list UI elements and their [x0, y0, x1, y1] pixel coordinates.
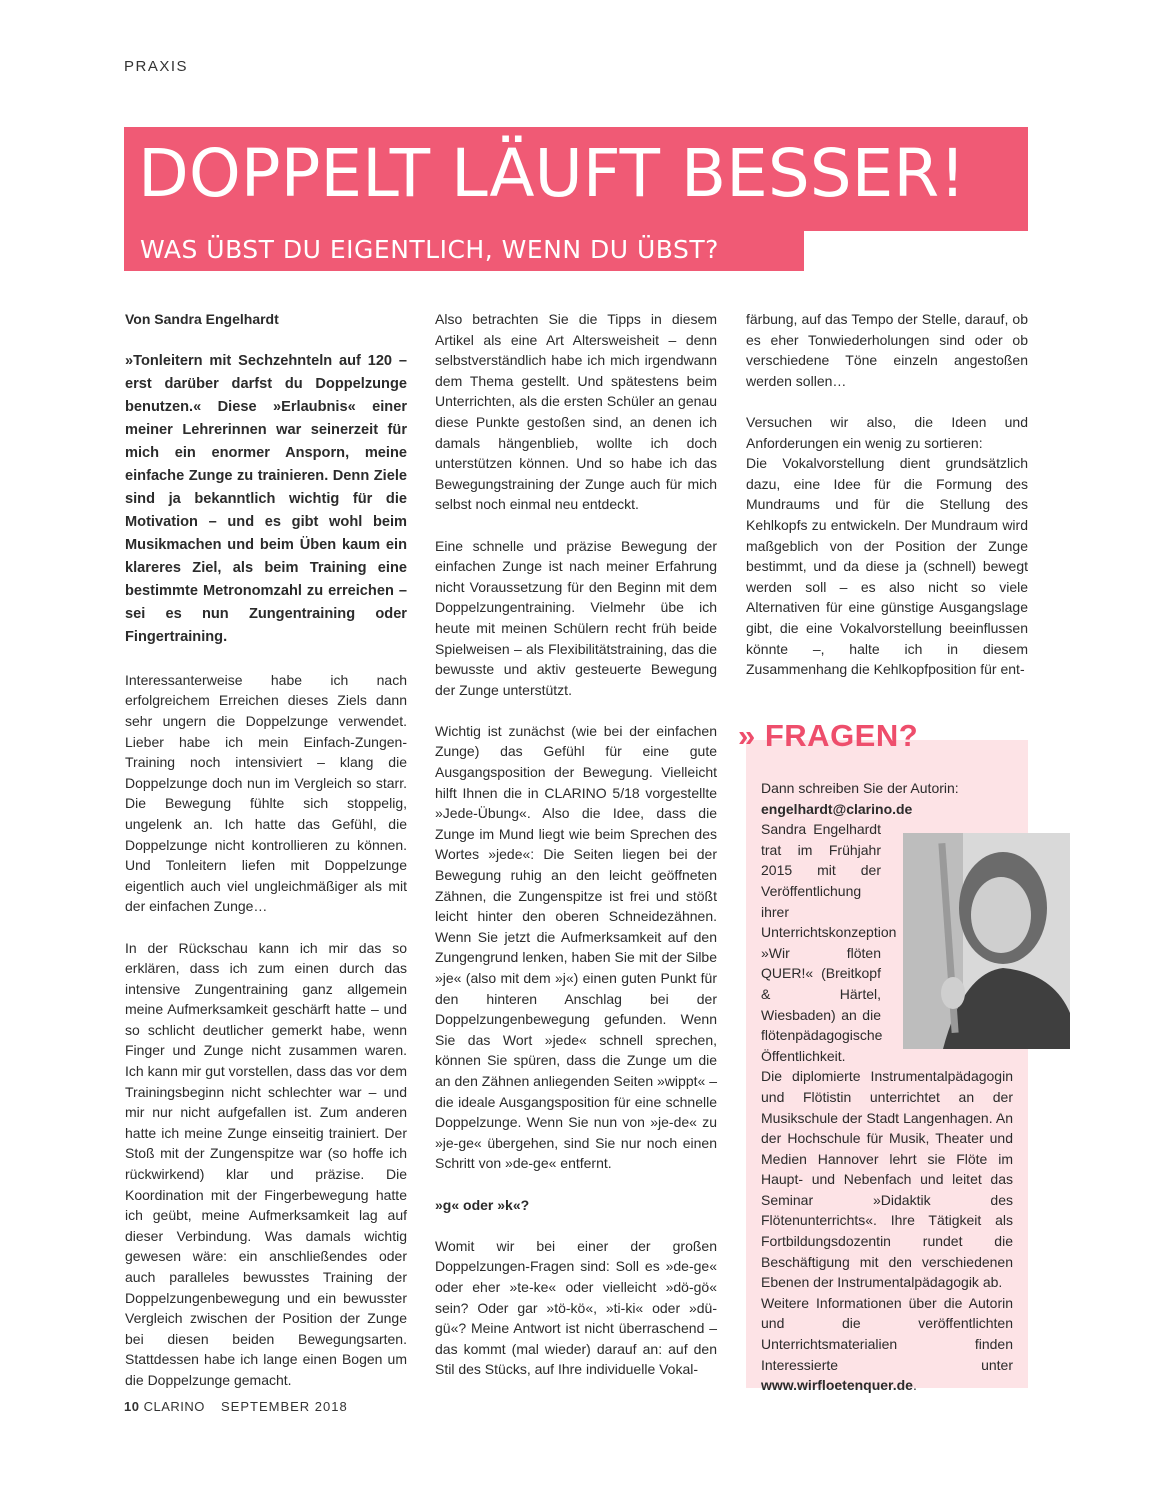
issue-date: SEPTEMBER 2018 — [221, 1399, 348, 1414]
byline: Von Sandra Engelhardt — [125, 311, 279, 327]
subheading: »g« oder »k«? — [435, 1196, 530, 1213]
more-info-suffix: . — [912, 1377, 917, 1394]
column-2 — [435, 309, 717, 1400]
column-1 — [125, 309, 407, 1411]
infobox-body — [761, 778, 1013, 1396]
paragraph: In der Rückschau kann ich mir das so erklären, dass ich zum einen durch das intensive Zungentraining ganz allgemein meine Aufmerksamkeit geschärft hatte – und so schlicht deutlicher gemerkt habe, wenn Finger und Zunge nicht zusammen waren. Ich kann mir gut vorstellen, dass das vor dem Trainingsbeginn nicht schlechter war – und mir nur nicht aufgefallen ist. Zum anderen hatte ich meine Zunge einseitig trainiert. Der Stoß mit der Zungenspitze war (so hoffe ich rückwirkend) klar und präzise. Die Koordination mit der Fingerbewegung hatte ich geübt, meine Aufmerksamkeit lag auf dieser Verbindung. Was damals wichtig gewesen wäre: ein anschließendes oder auch paralleles bewusstes Training der Doppelzungenbewegung und ein bewusster Vergleich zwischen der Position der Zunge bei diesen beiden Bewegungsarten. Stattdessen habe ich lange einen Bogen um die Doppelzunge gemacht. — [125, 939, 407, 1388]
paragraph: Versuchen wir also, die Ideen und Anforderungen ein wenig zu sortieren: — [746, 413, 1028, 451]
more-info — [761, 1293, 1013, 1396]
infobox-heading: » FRAGEN? — [738, 718, 919, 753]
website-link[interactable]: www.wirfloetenquer.de — [761, 1377, 913, 1394]
paragraph: Interessanterweise habe ich nach erfolgreichem Erreichen dieses Ziels dann sehr ungern die Doppelzunge verwendet. Lieber habe ich mein Einfach-Zungen-Training noch intensiviert – klang die Doppelzunge doch nun im Vergleich so starr. Die Bewegung fühlte sich stoppelig, ungelenk an. Ich hatte das Gefühl, die Doppelzunge nicht kontrollieren zu können. Und Tonleitern liefen mit Doppelzunge eigentlich auch viel ungleichmäßiger als mit der einfachen Zunge… — [125, 671, 407, 915]
author-bio-wrapped: Sandra Engelhardt trat im Frühjahr 2015 mit der Veröffentlichung ihrer Unterrichtskonzeption »Wir flöten QUER!« (Breitkopf & Härtel, Wiesbaden) an die flötenpädagogische Öffentlichkeit. — [761, 821, 897, 1064]
page-footer — [124, 1399, 348, 1414]
subtitle-banner — [124, 231, 804, 271]
author-bio: Die diplomierte Instrumentalpädagogin und Flötistin unterrichtet an der Musikschule der Stadt Langenhagen. An der Hochschule für Musik, Theater und Medien Hannover lehrt sie Flöte im Haupt- und Nebenfach und leitet das Seminar »Didaktik des Flötenunterrichts«. Ihre Tätigkeit als Fortbildungsdozentin rundet die Beschäftigung mit den verschiedenen Ebenen der Instrumentalpädagogik ab. — [761, 1068, 1013, 1291]
article-subtitle: WAS ÜBST DU EIGENTLICH, WENN DU ÜBST? — [140, 235, 719, 264]
paragraph: färbung, auf das Tempo der Stelle, darauf, ob es eher Tonwiederholungen sind oder ob verschiedene Töne einzeln angestoßen werden sollen… — [746, 311, 1028, 389]
paragraph: Womit wir bei einer der großen Doppelzungen-Fragen sind: Soll es »de-ge« oder eher »te-ke« oder vielleicht »dö-gö« sein? Oder gar »tö-kö«, »ti-ki« oder »dü-gü«? Meine Antwort ist nicht überraschend – das kommt (mal wieder) darauf an: auf den Stil des Stücks, auf Ihre individuelle Vokal- — [435, 1237, 717, 1378]
paragraph: Die Vokalvorstellung dient grundsätzlich dazu, eine Idee für die Formung des Mundraums und für die Stellung des Kehlkopfs zu entwickeln. Der Mundraum wird maßgeblich von der Position der Zunge bestimmt, und da diese ja (schnell) bewegt werden soll – es also nicht so viele Alternativen für eine günstige Ausgangslage gibt, die eine Vokalvorstellung beeinflussen könnte –, halte ich in diesem Zusammenhang die Kehlkopfposition für ent- — [746, 455, 1028, 678]
column-3 — [746, 309, 1028, 700]
title-banner — [124, 127, 1028, 231]
infobox-intro: Dann schreiben Sie der Autorin: — [761, 780, 959, 796]
more-info-text: Weitere Informationen über die Autorin und die veröffentlichten Unterrichtsmaterialien finden Interessierte unter — [761, 1294, 1013, 1373]
article-title: DOPPELT LÄUFT BESSER! — [138, 135, 966, 212]
paragraph: Eine schnelle und präzise Bewegung der einfachen Zunge ist nach meiner Erfahrung nicht Voraussetzung für den Beginn mit dem Doppelzungentraining. Vielmehr übe ich heute mit meinen Schülern recht früh beide Spielweisen – als Flexibilitätstraining, das die bewusste und aktiv gesteuerte Bewegung der Zunge unterstützt. — [435, 537, 717, 698]
author-email-link[interactable]: engelhardt@clarino.de — [761, 800, 913, 817]
section-label: PRAXIS — [124, 58, 189, 75]
paragraph: Also betrachten Sie die Tipps in diesem Artikel als eine Art Altersweisheit – denn selbstverständlich habe ich mich irgendwann dem Thema gestellt. Und spätestens beim Unterrichten, als die ersten Schüler an genau diese Punkte gestoßen sind, an denen ich damals hängenblieb, wollte ich doch unterstützen können. Und so habe ich das Bewegungstraining der Zunge auch für mich selbst noch einmal neu entdeckt. — [435, 311, 717, 513]
lead-paragraph: »Tonleitern mit Sechzehnteln auf 120 – erst darüber darfst du Doppelzunge benutzen.« Diese »Erlaubnis« einer meiner Lehrerinnen war seinerzeit für mich ein enormer Ansporn, meine einfache Zunge zu trainieren. Denn Ziele sind ja bekanntlich wichtig für die Motivation – und es gibt wohl beim Musikmachen und beim Üben kaum ein klareres Ziel, als beim Training eine bestimmte Metronomzahl zu erreichen – sei es nun Zungentraining oder Fingertraining. — [125, 353, 407, 646]
page-number: 10 — [124, 1399, 140, 1414]
magazine-name: CLARINO — [143, 1399, 205, 1414]
paragraph: Wichtig ist zunächst (wie bei der einfachen Zunge) das Gefühl für eine gute Ausgangsposition der Bewegung. Vielleicht hilft Ihnen die in CLARINO 5/18 vorgestellte »Jede-Übung«. Also die Idee, dass die Zunge im Mund liegt wie beim Sprechen des Wortes »jede«: Die Seiten liegen bei der Bewegung ruhig an den leicht geöffneten Zähnen, die Zungenspitze ist frei und stößt leicht hinter den oberen Schneidezähnen. Wenn Sie jetzt die Aufmerksamkeit auf den Zungengrund lenken, haben Sie mit der Silbe »je« (also mit dem »j«) einen guten Punkt für den hinteren Anschlag bei der Doppelzungenbewegung gefunden. Wenn Sie das Wort »jede« schnell sprechen, können Sie spüren, dass die Zunge um die an den Zähnen anliegenden Seiten »wippt« – die ideale Ausgangsposition für eine schnelle Doppelzunge. Wenn Sie nun von »je-de« zu »je-ge« übergehen, sind Sie nur noch einen Schritt von »de-ge« entfernt. — [435, 722, 717, 1172]
